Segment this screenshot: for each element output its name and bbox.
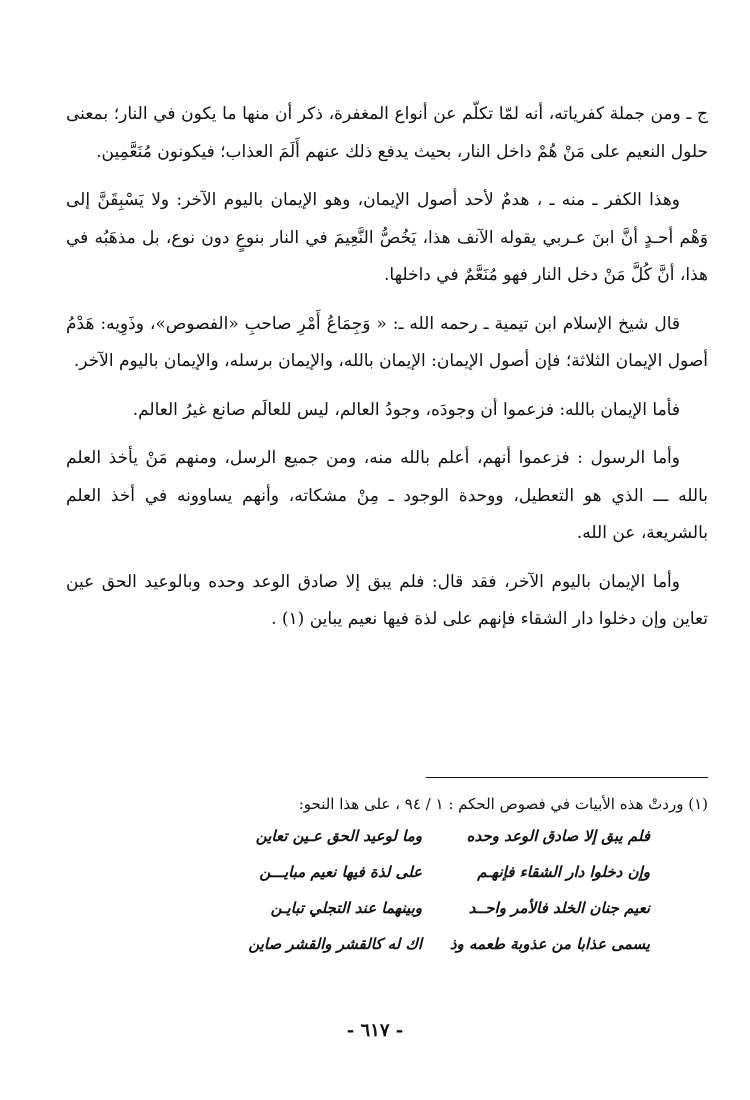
verse-first-hemistich: يسمى عذابا من عذوبة طعمه وذ [449,935,650,953]
footnote [120,792,708,820]
verse-second-hemistich: وبينهما عند التجلي تبايـن [270,899,422,917]
verse-line [130,890,650,926]
verse-first-hemistich: وإن دخلوا دار الشقاء فإنهـم [477,863,650,881]
paragraph: وأما الرسول : فزعموا أنهم، أعلم بالله منه، ومن جميع الرسل، ومنهم مَنْ يأخذ العلم بالله ـــ الذي هو التعطيل، ووحدة الوجود ـ مِنْ مشكاته، وأنهم يساوونه في أخذ العلم بالشريعة، عن الله. [66,448,708,543]
verse-line [130,926,650,962]
paragraph: وهذا الكفر ـ منه ـ ، هدمٌ لأحد أصول الإيمان، وهو الإيمان باليوم الآخر: ولا يَسْبِقَنَّ إلى وَهْم أحـدٍ أنَّ ابنَ عـربي يقوله الآنف هذا، يَخُصُّ النَّعِيمَ في النار بنوعٍ دون نوع، بل مذهَبُه في هذا، أنَّ كُلَّ مَنْ دخل النار فهو مُنَعَّمٌ في داخلها. [66,190,708,285]
footnote-intro: (١) وردتْ هذه الأبيات في فصوص الحكم : ١ / ٩٤ ، على هذا النحو: [298,795,708,813]
verse-second-hemistich: اك له كالقشر والقشر صاين [248,935,422,953]
verse-line [130,818,650,854]
footnote-divider [426,777,708,778]
verse-line [130,854,650,890]
footnote-verses [130,818,650,962]
paragraph: قال شيخ الإسلام ابن تيمية ـ رحمه الله ـ: « وَجِمَاعُ أَمْرِ صاحبِ «الفصوص»، وذَوِيه: هَدْمُ أصول الإيمان الثلاثة؛ فإن أصول الإيمان: الإيمان بالله، والإيمان برسله، والإيمان باليوم الآخر. [66,313,708,371]
page-number: - ٦١٧ - [346,1020,404,1041]
verse-second-hemistich: وما لوعيد الحق عـين تعاين [255,827,422,845]
verse-first-hemistich: نعيم جنان الخلد فالأمر واحــد [468,899,650,917]
paragraph: وأما الإيمان باليوم الآخر، فقد قال: فلم يبق إلا صادق الوعد وحده وبالوعيد الحق عين تعاين وإن دخلوا دار الشقاء فإنهم على لذة فيها نعيم يباين (١) . [66,571,708,629]
main-text [66,96,708,650]
paragraph: ج ـ ومن جملة كفرياته، أنه لمّا تكلّم عن أنواع المغفرة، ذكر أن منها ما يكون في النار؛ بمعنى حلول النعيم على مَنْ هُمْ داخل النار، بحيث يدفع ذلك عنهم أَلَمَ العذاب؛ فيكونون مُنَعَّمِين. [66,104,708,162]
paragraph: فأما الإيمان بالله: فزعموا أن وجودَه، وجودُ العالم، ليس للعالَم صانع غيرُ العالم. [132,399,680,420]
verse-second-hemistich: على لذة فيها نعيم مبايـــن [259,863,422,881]
verse-first-hemistich: فلم يبق إلا صادق الوعد وحده [466,827,650,845]
